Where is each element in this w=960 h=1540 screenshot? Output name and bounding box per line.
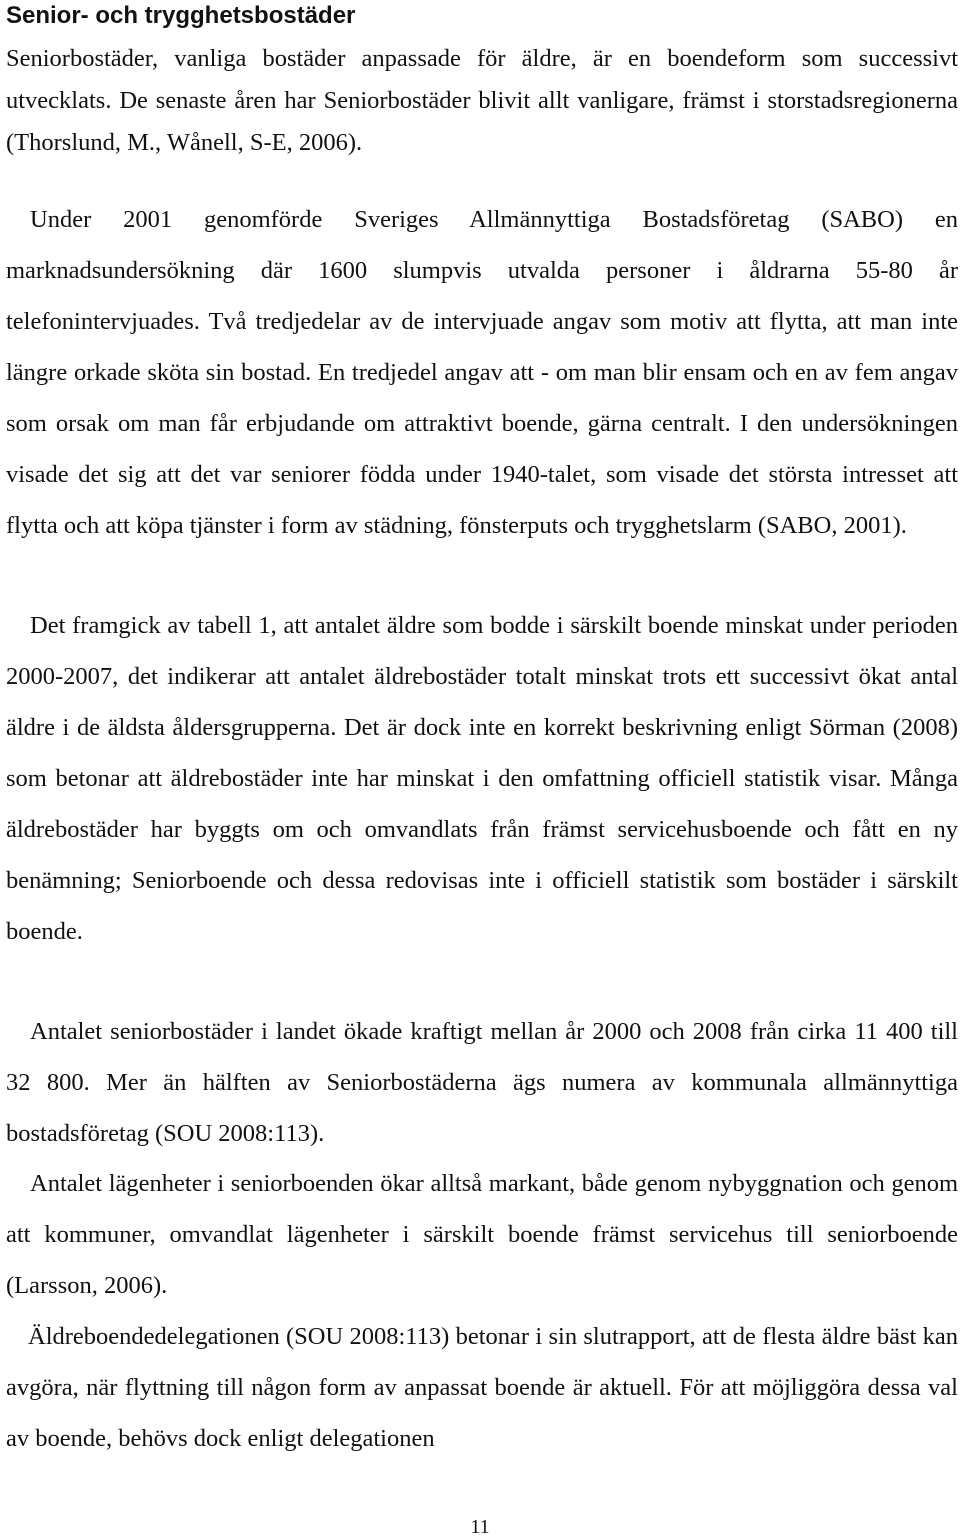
paragraph-senior-housing-growth: Antalet seniorbostäder i landet ökade kraftigt mellan år 2000 och 2008 från cirka 11 400 till 32 800. Mer än hälften av Seniorbostäderna ägs numera av kommunala allmännyttiga bostadsföretag (SOU 2008:113).	[6, 1018, 958, 1147]
paragraph-sabo-survey: Under 2001 genomförde Sveriges Allmännyttiga Bostadsföretag (SABO) en marknadsundersökning där 1600 slumpvis utvalda personer i åldrarna 55-80 år telefonintervjuades. Två tredjedelar av de intervjuade angav som motiv att flytta, att man inte längre orkade sköta sin bostad. En tredjedel angav att - om man blir ensam och en av fem angav som orsak om man får erbjudande om attraktivt boende, gärna centralt. I den undersökningen visade det sig att det var seniorer födda under 1940-talet, som visade det största intresset att flytta och att köpa tjänster i form av städning, fönsterputs och trygghetslarm (SABO, 2001).	[6, 206, 958, 539]
paragraph-table-1: Det framgick av tabell 1, att antalet äldre som bodde i särskilt boende minskat under perioden 2000-2007, det indikerar att antalet äldrebostäder totalt minskat trots ett successivt ökat antal äldre i de äldsta åldersgrupperna. Det är dock inte en korrekt beskrivning enligt Sörman (2008) som betonar att äldrebostäder inte har minskat i den omfattning officiell statistik visar. Många äldrebostäder har byggts om och omvandlats från främst servicehusboende och fått en ny benämning; Seniorboende och dessa redovisas inte i officiell statistik som bostäder i särskilt boende.	[6, 612, 958, 945]
paragraph-delegation: Äldreboendedelegationen (SOU 2008:113) betonar i sin slutrapport, att de flesta äldre bäst kan avgöra, när flyttning till någon form av anpassat boende är aktuell. För att möjliggöra dessa val av boende, behövs dock enligt delegationen	[6, 1323, 958, 1452]
page-number: 11	[470, 1516, 490, 1538]
section-heading: Senior- och trygghetsbostäder	[6, 2, 356, 29]
paragraph-apartments: Antalet lägenheter i seniorboenden ökar alltså markant, både genom nybyggnation och genom att kommuner, omvandlat lägenheter i särskilt boende främst servicehus till seniorboende (Larsson, 2006).	[6, 1170, 958, 1299]
paragraph-intro: Seniorbostäder, vanliga bostäder anpassade för äldre, är en boendeform som successivt utvecklats. De senaste åren har Seniorbostäder blivit allt vanligare, främst i storstadsregionerna (Thorslund, M., Wånell, S-E, 2006).	[6, 45, 958, 156]
